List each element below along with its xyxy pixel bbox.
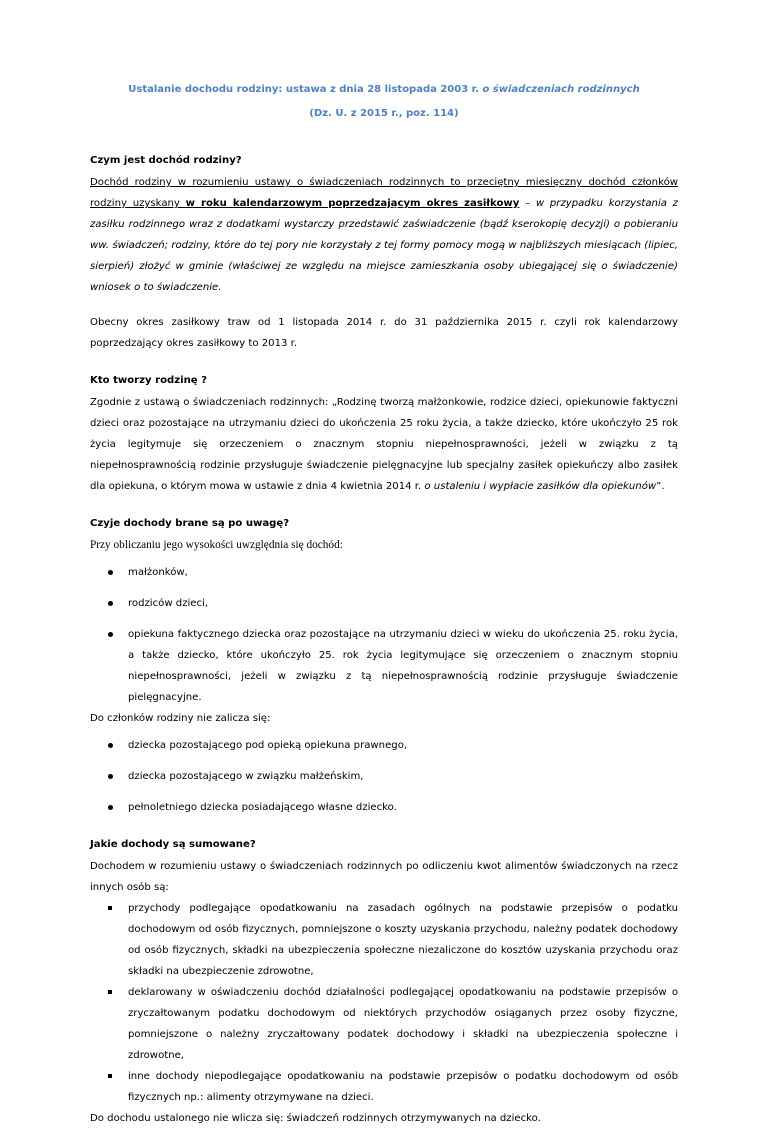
list-item: deklarowany w oświadczeniu dochód działalności podlegającej opodatkowaniu na podstawie przepisów o zryczałtowanym podatku dochodowym od niektórych przychodów osiąganych przez osoby fizyczne, pomniejszone o należny zryczałtowany podatek dochodowy i składki na ubezpieczenia społeczne i zdrowotne,	[90, 982, 678, 1066]
document-title	[90, 80, 678, 100]
section-whose-income	[90, 513, 678, 818]
paragraph	[90, 392, 678, 497]
paragraph: Dochodem w rozumieniu ustawy o świadczeniach rodzinnych po odliczeniu kwot alimentów świadczonych na rzecz innych osób są:	[90, 861, 678, 893]
income-list	[90, 898, 678, 1108]
list-item: dziecka pozostającego pod opieką opiekuna prawnego,	[90, 735, 678, 756]
italic-text: o ustaleniu i wypłacie zasiłków dla opiekunów	[424, 481, 657, 492]
paragraph: Do dochodu ustalonego nie wlicza się: świadczeń rodzinnych otrzymywanych na dziecko.	[90, 1113, 541, 1124]
section-who-forms-family	[90, 370, 678, 497]
paragraph	[90, 172, 678, 298]
list-item: przychody podlegające opodatkowaniu na zasadach ogólnych na podstawie przepisów o podatku dochodowym od osób fizycznych, pomniejszone o koszty uzyskania przychodu, należny podatek dochodowy od osób fizycznych, składki na ubezpieczenia społeczne niezaliczone do kosztów uzyskania przychodu oraz składki na ubezpieczenie zdrowotne,	[90, 898, 678, 982]
list-item: dziecka pozostającego w związku małżeńskim,	[90, 766, 678, 787]
underlined-text: Dochód rodziny w rozumieniu ustawy o świadczeniach rodzinnych to przeciętny miesięczny dochód członków rodziny uzyskany	[90, 177, 678, 209]
section-heading: Jakie dochody są sumowane?	[90, 839, 256, 850]
list-item: małżonków,	[90, 562, 678, 583]
document-page	[90, 60, 678, 1129]
paragraph: Do członków rodziny nie zalicza się:	[90, 713, 271, 724]
title-text: Ustalanie dochodu rodziny: ustawa z dnia 28 listopada 2003 r.	[128, 84, 483, 95]
section-heading: Czyje dochody brane są po uwagę?	[90, 518, 290, 529]
list-item: pełnoletniego dziecka posiadającego własne dziecko.	[90, 797, 678, 818]
text: ”.	[656, 481, 665, 492]
bold-underlined-text: w roku kalendarzowym poprzedzającym okres zasiłkowy	[185, 198, 520, 209]
excluded-list	[90, 735, 678, 818]
paragraph: Przy obliczaniu jego wysokości uwzględnia się dochód:	[90, 539, 343, 551]
italic-text: – w przypadku korzystania z zasiłku rodzinnego wraz z dodatkami wystarczy przedstawić zaświadczenie (bądź kserokopię decyzji) o pobieraniu ww. świadczeń; rodziny, które do tej pory nie korzystały z tej formy pomocy mogą w najbliższych miesiącach (lipiec, sierpień) złożyć w gminie (właściwej ze względu na miejsce zamieszkania osoby ubiegającej się o świadczenie) wniosek o to świadczenie.	[90, 198, 678, 293]
list-item: opiekuna faktycznego dziecka oraz pozostające na utrzymaniu dzieci w wieku do ukończenia 25. roku życia, a także dziecko, które ukończyło 25. rok życia legitymujące się orzeczeniem o znacznym stopniu niepełnosprawności, jeżeli w związku z tą niepełnosprawnością rodzinie przysługuje świadczenie pielęgnacyjne.	[90, 624, 678, 708]
document-subtitle: (Dz. U. z 2015 r., poz. 114)	[309, 108, 459, 119]
text: Zgodnie z ustawą o świadczeniach rodzinnych: „Rodzinę tworzą małżonkowie, rodzice dzieci, opiekunowie faktyczni dzieci oraz pozostające na utrzymaniu dzieci do ukończenia 25 roku życia, a także dziecko, które ukończyło 25 rok życia legitymuje się orzeczeniem o znacznym stopniu niepełnosprawności, jeżeli w związku z tą niepełnosprawnością rodzinie przysługuje świadczenie pielęgnacyjne lub specjalny zasiłek opiekuńczy albo zasiłek dla opiekuna, o którym mowa w ustawie z dnia 4 kwietnia 2014 r.	[90, 397, 678, 492]
included-list	[90, 562, 678, 708]
section-family-income	[90, 150, 678, 354]
section-heading: Kto tworzy rodzinę ?	[90, 375, 207, 386]
list-item: rodziców dzieci,	[90, 593, 678, 614]
section-summed-income	[90, 834, 678, 1129]
list-item: inne dochody niepodlegające opodatkowaniu na podstawie przepisów o podatku dochodowym od osób fizycznych np.: alimenty otrzymywane na dzieci.	[90, 1066, 678, 1108]
paragraph: Obecny okres zasiłkowy traw od 1 listopada 2014 r. do 31 października 2015 r. czyli rok kalendarzowy poprzedzający okres zasiłkowy to 2013 r.	[90, 317, 678, 349]
section-heading: Czym jest dochód rodziny?	[90, 155, 242, 166]
title-italic-text: o świadczeniach rodzinnych	[482, 84, 640, 95]
